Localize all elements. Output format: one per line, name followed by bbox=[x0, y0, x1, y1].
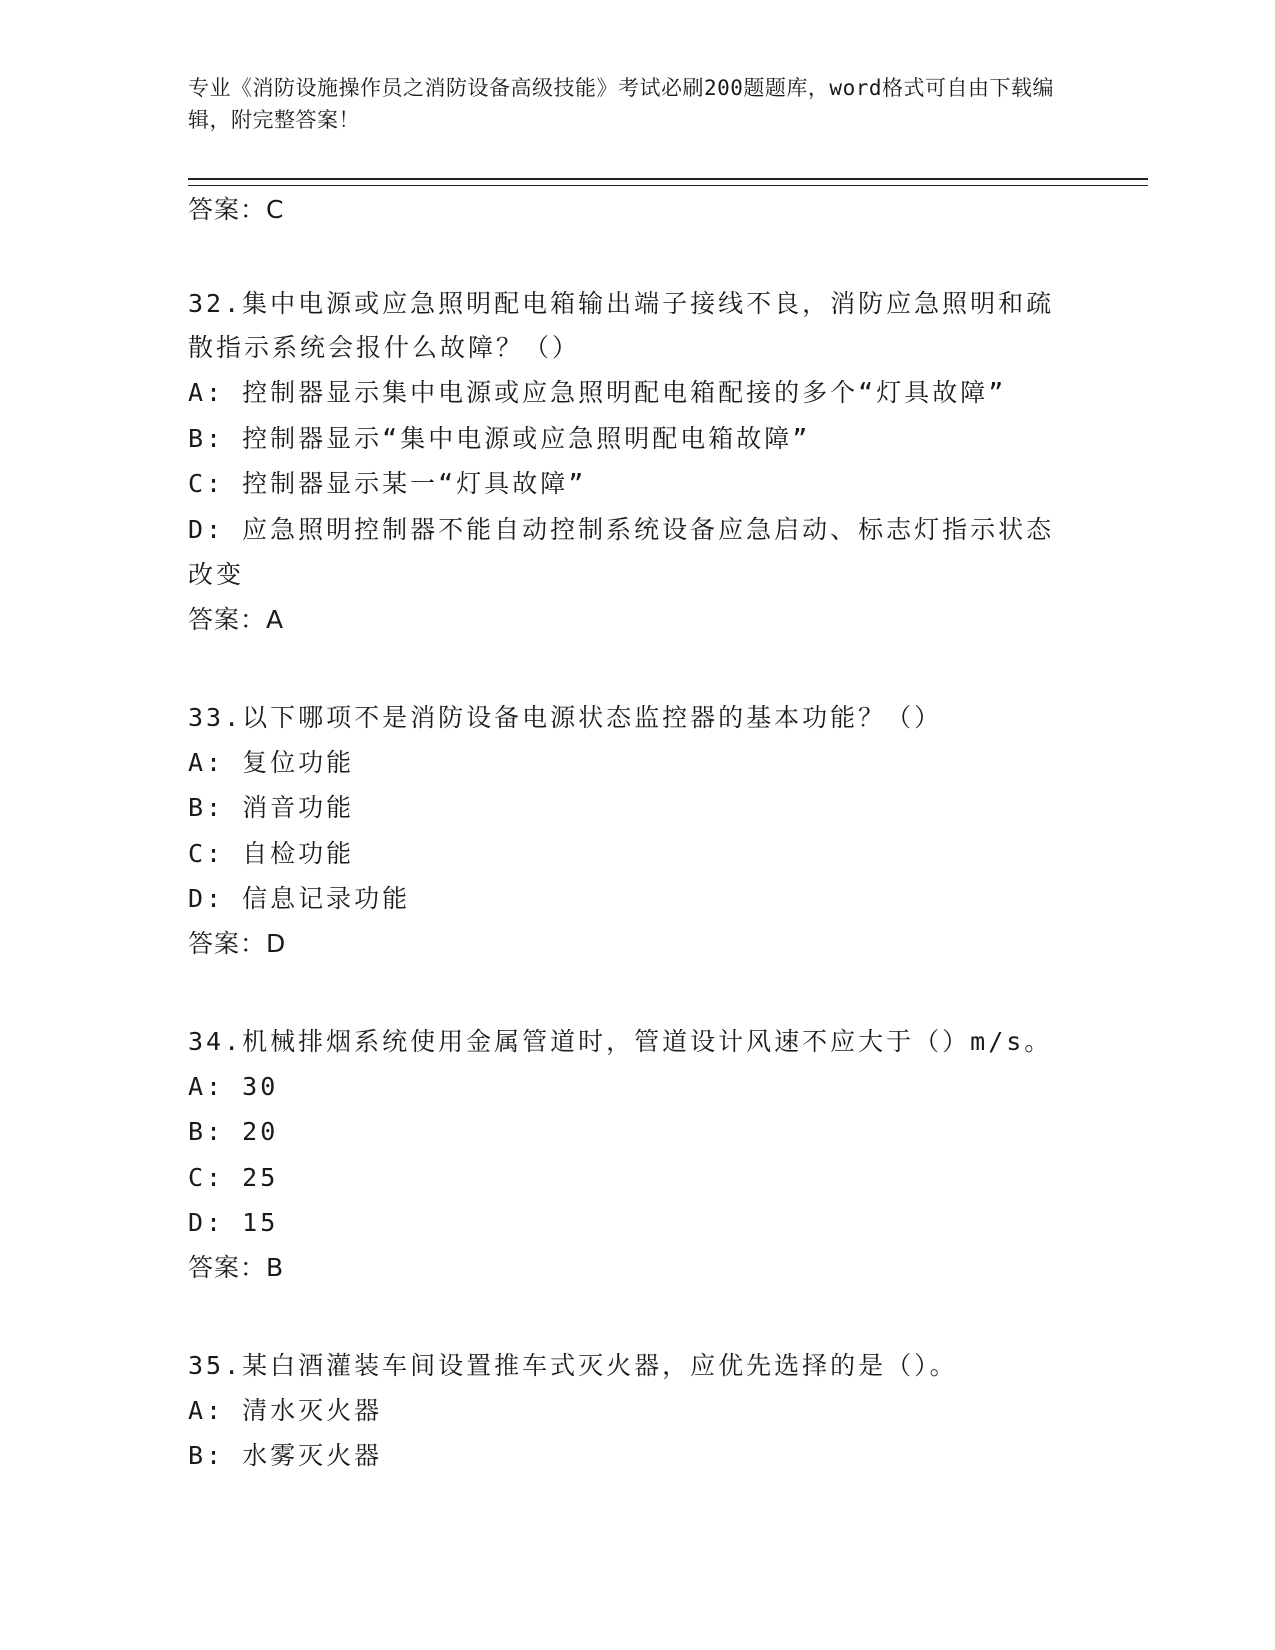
question-stem: 35.某白酒灌装车间设置推车式灭火器，应优先选择的是（）。 bbox=[188, 1350, 958, 1380]
option-c: C: 25 bbox=[188, 1162, 279, 1192]
option-a: A: 复位功能 bbox=[188, 747, 355, 777]
question-list bbox=[188, 282, 1068, 1533]
question-answer: 答案：D bbox=[188, 928, 287, 958]
option-a: A: 清水灭火器 bbox=[188, 1395, 383, 1425]
option-b: B: 控制器显示“集中电源或应急照明配电箱故障” bbox=[188, 423, 811, 453]
question-answer: 答案：A bbox=[188, 604, 285, 634]
option-a: A: 控制器显示集中电源或应急照明配电箱配接的多个“灯具故障” bbox=[188, 378, 1007, 407]
option-a: A: 30 bbox=[188, 1071, 279, 1101]
option-d: D: 应急照明控制器不能自动控制系统设备应急启动、标志灯指示状态改变 bbox=[188, 514, 1055, 589]
option-d: D: 15 bbox=[188, 1208, 279, 1237]
question-33 bbox=[188, 696, 1068, 966]
question-34 bbox=[188, 1020, 1068, 1290]
option-c: C: 控制器显示某一“灯具故障” bbox=[188, 469, 587, 498]
header-divider bbox=[188, 178, 1148, 186]
option-b: B: 水雾灭火器 bbox=[188, 1441, 383, 1470]
option-b: B: 消音功能 bbox=[188, 793, 355, 822]
option-c: C: 自检功能 bbox=[188, 838, 355, 868]
document-header: 专业《消防设施操作员之消防设备高级技能》考试必刷200题题库，word格式可自由下载编辑，附完整答案！ bbox=[188, 76, 1054, 132]
question-stem: 34.机械排烟系统使用金属管道时，管道设计风速不应大于（）m/s。 bbox=[188, 1026, 1053, 1056]
question-35 bbox=[188, 1344, 1068, 1479]
question-stem: 33.以下哪项不是消防设备电源状态监控器的基本功能？（） bbox=[188, 702, 943, 732]
option-d: D: 信息记录功能 bbox=[188, 884, 411, 913]
previous-answer: 答案：C bbox=[188, 195, 285, 224]
question-32 bbox=[188, 282, 1068, 642]
option-b: B: 20 bbox=[188, 1117, 279, 1146]
question-stem: 32.集中电源或应急照明配电箱输出端子接线不良，消防应急照明和疏散指示系统会报什么故障？（） bbox=[188, 289, 1055, 362]
question-answer: 答案：B bbox=[188, 1252, 285, 1282]
